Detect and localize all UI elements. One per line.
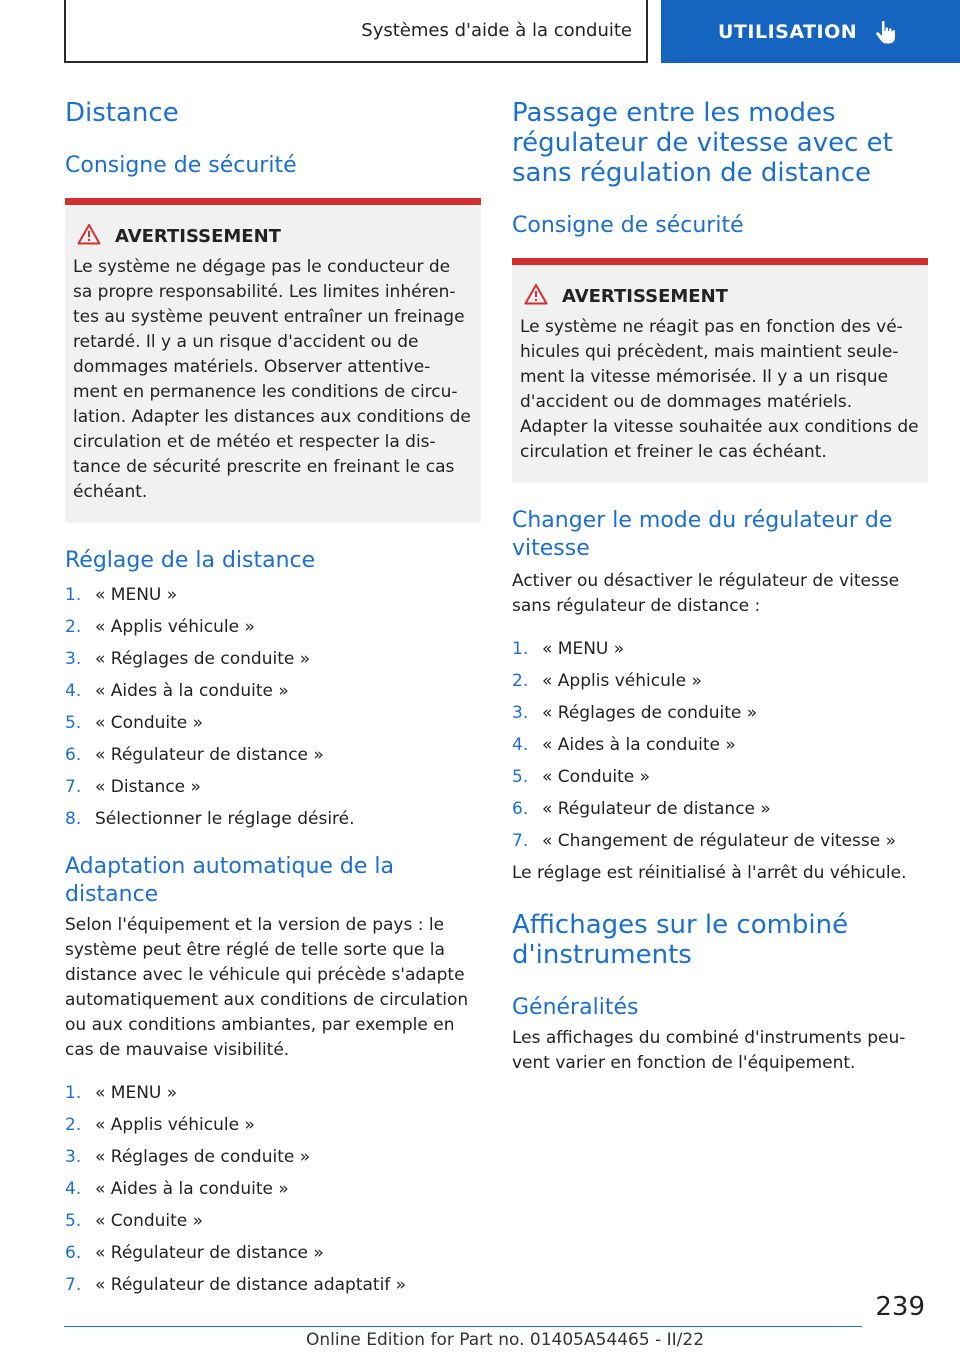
steps-reglage	[65, 579, 481, 835]
header-chapter-title: UTILISATION	[718, 20, 858, 43]
list-item: 1. « MENU »	[65, 1083, 178, 1103]
heading-safety-left: Consigne de sécurité	[65, 153, 297, 178]
heading-adaptation: Adaptation automatique de la distance	[65, 854, 395, 907]
warning-header	[73, 223, 473, 249]
list-item: 1. « MENU »	[65, 585, 178, 605]
list-item: 6. « Régulateur de distance »	[65, 1243, 324, 1263]
heading-passage: Passage entre les modes régulateur de vitesse avec et sans régulation de distance	[512, 98, 893, 188]
list-item: 3. « Réglages de conduite »	[65, 1147, 311, 1167]
header-chapter	[661, 0, 960, 63]
heading-safety-right: Consigne de sécurité	[512, 213, 744, 238]
list-item: 5. « Conduite »	[65, 1211, 204, 1231]
adaptation-text: Selon l'équipement et la version de pays : le système peut être réglé de telle sorte que la distance avec le véhicule qui précède s'adapte automatiquement aux conditions de circulation ou aux conditions ambiantes, par exemple en cas de mauvaise visibilité.	[65, 915, 469, 1060]
list-item: 8. Sélectionner le réglage désiré.	[65, 809, 355, 829]
left-column	[65, 98, 481, 1301]
warning-box-left	[65, 198, 481, 523]
header-section	[64, 0, 648, 63]
list-item: 6. « Régulateur de distance »	[512, 799, 771, 819]
generalites-text: Les affichages du combiné d'instruments peu-vent varier en fonction de l'équipement.	[512, 1028, 906, 1073]
footer-divider	[64, 1326, 862, 1327]
list-item: 6. « Régulateur de distance »	[65, 745, 324, 765]
steps-changer	[512, 633, 928, 857]
warning-title: AVERTISSEMENT	[562, 285, 728, 307]
list-item: 4. « Aides à la conduite »	[65, 681, 289, 701]
steps-adaptation	[65, 1077, 481, 1301]
list-item: 2. « Applis véhicule »	[512, 671, 702, 691]
list-item: 5. « Conduite »	[512, 767, 651, 787]
list-item: 2. « Applis véhicule »	[65, 1115, 255, 1135]
hand-pointer-icon	[873, 19, 899, 45]
heading-changer: Changer le mode du régulateur de vitesse	[512, 508, 893, 561]
page-number: 239	[875, 1292, 925, 1322]
warning-triangle-icon	[77, 223, 101, 249]
list-item: 3. « Réglages de conduite »	[65, 649, 311, 669]
warning-box-right	[512, 258, 928, 483]
warning-title: AVERTISSEMENT	[115, 225, 281, 247]
heading-distance: Distance	[65, 98, 179, 128]
warning-header	[520, 283, 920, 309]
warning-text: Le système ne réagit pas en fonction des vé-hicules qui précèdent, mais maintient seule-ment la vitesse mémorisée. Il y a un risque d'accident ou de dommages matériels. Adapter la vitesse souhaitée aux conditions de circulation et freiner le cas échéant.	[520, 317, 919, 462]
list-item: 7. « Changement de régulateur de vitesse »	[512, 831, 897, 851]
heading-generalites: Généralités	[512, 995, 639, 1020]
warning-triangle-icon	[524, 283, 548, 309]
warning-text: Le système ne dégage pas le conducteur de sa propre responsabilité. Les limites inhéren-tes au système peuvent entraîner un freinage retardé. Il y a un risque d'accident ou de dommages matériels. Observer attentive-ment en permanence les conditions de circu-lation. Adapter les distances aux conditions de circulation et de météo et respecter la dis-tance de sécurité prescrite en freinant le cas échéant.	[73, 257, 471, 502]
footer-edition: Online Edition for Part no. 01405A54465 - II/22	[306, 1330, 705, 1350]
changer-text: Activer ou désactiver le régulateur de vitesse sans régulateur de distance :	[512, 571, 900, 616]
list-item: 4. « Aides à la conduite »	[65, 1179, 289, 1199]
list-item: 7. « Régulateur de distance adaptatif »	[65, 1275, 407, 1295]
right-column	[512, 98, 928, 1076]
list-item: 3. « Réglages de conduite »	[512, 703, 758, 723]
list-item: 4. « Aides à la conduite »	[512, 735, 736, 755]
list-item: 5. « Conduite »	[65, 713, 204, 733]
list-item: 2. « Applis véhicule »	[65, 617, 255, 637]
heading-affichages: Affichages sur le combiné d'instruments	[512, 910, 849, 970]
header-section-title: Systèmes d'aide à la conduite	[361, 20, 632, 41]
list-item: 7. « Distance »	[65, 777, 201, 797]
list-item: 1. « MENU »	[512, 639, 625, 659]
reset-text: Le réglage est réinitialisé à l'arrêt du véhicule.	[512, 863, 907, 883]
heading-reglage: Réglage de la distance	[65, 548, 316, 573]
